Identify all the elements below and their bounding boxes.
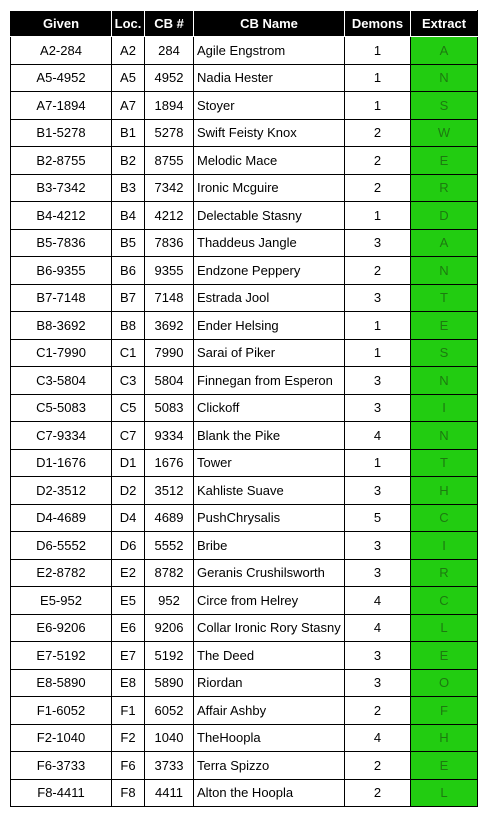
cell-extract[interactable]: T xyxy=(411,449,478,477)
cell-loc[interactable]: C5 xyxy=(112,394,145,422)
cell-demons[interactable]: 4 xyxy=(345,724,411,752)
cell-demons[interactable]: 1 xyxy=(345,92,411,120)
cell-demons[interactable]: 1 xyxy=(345,202,411,230)
cell-given[interactable]: C5-5083 xyxy=(11,394,112,422)
cell-cb-name[interactable]: The Deed xyxy=(194,642,345,670)
cell-cb-number[interactable]: 9355 xyxy=(145,257,194,285)
cell-cb-name[interactable]: Endzone Peppery xyxy=(194,257,345,285)
cell-given[interactable]: B1-5278 xyxy=(11,119,112,147)
cell-given[interactable]: F1-6052 xyxy=(11,697,112,725)
cell-cb-name[interactable]: Ender Helsing xyxy=(194,312,345,340)
cell-demons[interactable]: 3 xyxy=(345,284,411,312)
cell-extract[interactable]: E xyxy=(411,147,478,175)
cell-cb-name[interactable]: Stoyer xyxy=(194,92,345,120)
table-row xyxy=(11,312,478,340)
cell-cb-number[interactable]: 4952 xyxy=(145,64,194,92)
table-row xyxy=(11,697,478,725)
cell-loc[interactable]: A2 xyxy=(112,37,145,65)
header-row xyxy=(11,11,478,37)
cell-loc[interactable]: D1 xyxy=(112,449,145,477)
cell-loc[interactable]: F2 xyxy=(112,724,145,752)
cell-demons[interactable]: 1 xyxy=(345,339,411,367)
cell-cb-number[interactable]: 4411 xyxy=(145,779,194,807)
cell-extract[interactable]: I xyxy=(411,532,478,560)
cell-demons[interactable]: 3 xyxy=(345,669,411,697)
cell-cb-name[interactable]: Nadia Hester xyxy=(194,64,345,92)
cell-cb-number[interactable]: 5804 xyxy=(145,367,194,395)
table-row xyxy=(11,174,478,202)
cell-demons[interactable]: 3 xyxy=(345,229,411,257)
cell-loc[interactable]: E8 xyxy=(112,669,145,697)
table-row xyxy=(11,559,478,587)
cell-demons[interactable]: 4 xyxy=(345,614,411,642)
cell-cb-number[interactable]: 5192 xyxy=(145,642,194,670)
cell-loc[interactable]: B2 xyxy=(112,147,145,175)
cell-extract[interactable]: D xyxy=(411,202,478,230)
table-row xyxy=(11,449,478,477)
cell-cb-name[interactable]: Terra Spizzo xyxy=(194,752,345,780)
cell-extract[interactable]: L xyxy=(411,779,478,807)
cell-loc[interactable]: B1 xyxy=(112,119,145,147)
cell-cb-number[interactable]: 1676 xyxy=(145,449,194,477)
table-row xyxy=(11,477,478,505)
table-body xyxy=(11,37,478,807)
cell-given[interactable]: D2-3512 xyxy=(11,477,112,505)
cell-cb-name[interactable]: PushChrysalis xyxy=(194,504,345,532)
cell-cb-name[interactable]: Bribe xyxy=(194,532,345,560)
header-cb-number[interactable]: CB # xyxy=(145,11,194,37)
cell-cb-name[interactable]: Ironic Mcguire xyxy=(194,174,345,202)
cell-demons[interactable]: 3 xyxy=(345,642,411,670)
cell-given[interactable]: E6-9206 xyxy=(11,614,112,642)
cell-extract[interactable]: T xyxy=(411,284,478,312)
cell-cb-name[interactable]: Riordan xyxy=(194,669,345,697)
table-row xyxy=(11,422,478,450)
cell-extract[interactable]: H xyxy=(411,477,478,505)
cell-cb-number[interactable]: 5083 xyxy=(145,394,194,422)
cell-cb-number[interactable]: 952 xyxy=(145,587,194,615)
cell-extract[interactable]: A xyxy=(411,229,478,257)
cell-cb-number[interactable]: 7990 xyxy=(145,339,194,367)
cell-demons[interactable]: 3 xyxy=(345,394,411,422)
cell-cb-number[interactable]: 6052 xyxy=(145,697,194,725)
cell-loc[interactable]: D2 xyxy=(112,477,145,505)
cell-demons[interactable]: 3 xyxy=(345,367,411,395)
cell-cb-name[interactable]: Affair Ashby xyxy=(194,697,345,725)
table-row xyxy=(11,752,478,780)
cell-cb-number[interactable]: 8782 xyxy=(145,559,194,587)
cell-demons[interactable]: 1 xyxy=(345,449,411,477)
cell-cb-name[interactable]: Tower xyxy=(194,449,345,477)
cell-cb-number[interactable]: 3512 xyxy=(145,477,194,505)
cell-loc[interactable]: F6 xyxy=(112,752,145,780)
cell-extract[interactable]: O xyxy=(411,669,478,697)
cell-cb-name[interactable]: TheHoopla xyxy=(194,724,345,752)
cell-given[interactable]: B8-3692 xyxy=(11,312,112,340)
cell-loc[interactable]: B8 xyxy=(112,312,145,340)
cell-cb-number[interactable]: 4689 xyxy=(145,504,194,532)
header-given[interactable]: Given xyxy=(11,11,112,37)
cell-extract[interactable]: E xyxy=(411,642,478,670)
table-row xyxy=(11,92,478,120)
cell-loc[interactable]: A5 xyxy=(112,64,145,92)
table-row xyxy=(11,779,478,807)
cell-extract[interactable]: I xyxy=(411,394,478,422)
cell-cb-number[interactable]: 4212 xyxy=(145,202,194,230)
cell-demons[interactable]: 2 xyxy=(345,119,411,147)
cell-loc[interactable]: D6 xyxy=(112,532,145,560)
header-demons[interactable]: Demons xyxy=(345,11,411,37)
cell-given[interactable]: A5-4952 xyxy=(11,64,112,92)
cell-given[interactable]: A7-1894 xyxy=(11,92,112,120)
cell-cb-name[interactable]: Blank the Pike xyxy=(194,422,345,450)
cell-loc[interactable]: F1 xyxy=(112,697,145,725)
cell-demons[interactable]: 2 xyxy=(345,147,411,175)
table-row xyxy=(11,587,478,615)
cell-cb-name[interactable]: Estrada Jool xyxy=(194,284,345,312)
cell-demons[interactable]: 1 xyxy=(345,64,411,92)
header-loc[interactable]: Loc. xyxy=(112,11,145,37)
cell-extract[interactable]: W xyxy=(411,119,478,147)
cell-given[interactable]: C1-7990 xyxy=(11,339,112,367)
cell-extract[interactable]: R xyxy=(411,174,478,202)
cell-cb-name[interactable]: Geranis Crushilsworth xyxy=(194,559,345,587)
cell-extract[interactable]: C xyxy=(411,587,478,615)
cell-demons[interactable]: 1 xyxy=(345,312,411,340)
cell-cb-number[interactable]: 3692 xyxy=(145,312,194,340)
cell-extract[interactable]: E xyxy=(411,752,478,780)
cell-demons[interactable]: 4 xyxy=(345,587,411,615)
cell-given[interactable]: B7-7148 xyxy=(11,284,112,312)
cell-cb-number[interactable]: 5552 xyxy=(145,532,194,560)
cell-loc[interactable]: E2 xyxy=(112,559,145,587)
cell-loc[interactable]: A7 xyxy=(112,92,145,120)
table-row xyxy=(11,202,478,230)
cell-cb-number[interactable]: 1894 xyxy=(145,92,194,120)
cell-extract[interactable]: L xyxy=(411,614,478,642)
cell-demons[interactable]: 4 xyxy=(345,422,411,450)
table-row xyxy=(11,119,478,147)
cell-given[interactable]: D4-4689 xyxy=(11,504,112,532)
table-row xyxy=(11,284,478,312)
cell-cb-number[interactable]: 7148 xyxy=(145,284,194,312)
cell-demons[interactable]: 2 xyxy=(345,779,411,807)
table-row xyxy=(11,37,478,65)
table-row xyxy=(11,367,478,395)
cell-given[interactable]: B3-7342 xyxy=(11,174,112,202)
cell-given[interactable]: D1-1676 xyxy=(11,449,112,477)
cell-extract[interactable]: A xyxy=(411,37,478,65)
cell-loc[interactable]: C7 xyxy=(112,422,145,450)
cell-demons[interactable]: 2 xyxy=(345,697,411,725)
cell-cb-name[interactable]: Collar Ironic Rory Stasny xyxy=(194,614,345,642)
cell-loc[interactable]: B3 xyxy=(112,174,145,202)
table-row xyxy=(11,614,478,642)
cell-cb-number[interactable]: 7836 xyxy=(145,229,194,257)
cell-given[interactable]: E7-5192 xyxy=(11,642,112,670)
cell-cb-name[interactable]: Delectable Stasny xyxy=(194,202,345,230)
cell-extract[interactable]: C xyxy=(411,504,478,532)
cell-extract[interactable]: R xyxy=(411,559,478,587)
cell-given[interactable]: C3-5804 xyxy=(11,367,112,395)
table-row xyxy=(11,257,478,285)
cell-given[interactable]: B5-7836 xyxy=(11,229,112,257)
cell-loc[interactable]: F8 xyxy=(112,779,145,807)
cell-loc[interactable]: C3 xyxy=(112,367,145,395)
cell-loc[interactable]: B5 xyxy=(112,229,145,257)
cell-demons[interactable]: 2 xyxy=(345,257,411,285)
cell-demons[interactable]: 3 xyxy=(345,559,411,587)
cell-cb-name[interactable]: Finnegan from Esperon xyxy=(194,367,345,395)
table-header xyxy=(11,11,478,37)
cell-cb-name[interactable]: Melodic Mace xyxy=(194,147,345,175)
cell-cb-number[interactable]: 284 xyxy=(145,37,194,65)
cell-cb-number[interactable]: 8755 xyxy=(145,147,194,175)
cell-extract[interactable]: S xyxy=(411,339,478,367)
cell-demons[interactable]: 3 xyxy=(345,477,411,505)
cell-given[interactable]: A2-284 xyxy=(11,37,112,65)
cell-demons[interactable]: 5 xyxy=(345,504,411,532)
cell-loc[interactable]: E7 xyxy=(112,642,145,670)
cell-cb-name[interactable]: Kahliste Suave xyxy=(194,477,345,505)
cell-given[interactable]: F6-3733 xyxy=(11,752,112,780)
cell-demons[interactable]: 3 xyxy=(345,532,411,560)
cell-cb-number[interactable]: 9334 xyxy=(145,422,194,450)
cell-demons[interactable]: 2 xyxy=(345,752,411,780)
table-row xyxy=(11,504,478,532)
cell-cb-number[interactable]: 9206 xyxy=(145,614,194,642)
cell-extract[interactable]: N xyxy=(411,64,478,92)
cell-cb-number[interactable]: 7342 xyxy=(145,174,194,202)
cell-extract[interactable]: N xyxy=(411,422,478,450)
cell-cb-name[interactable]: Thaddeus Jangle xyxy=(194,229,345,257)
cell-cb-number[interactable]: 3733 xyxy=(145,752,194,780)
cell-extract[interactable]: N xyxy=(411,257,478,285)
cell-cb-name[interactable]: Sarai of Piker xyxy=(194,339,345,367)
table-row xyxy=(11,147,478,175)
cell-extract[interactable]: F xyxy=(411,697,478,725)
cell-cb-name[interactable]: Alton the Hoopla xyxy=(194,779,345,807)
table-row xyxy=(11,339,478,367)
cell-cb-number[interactable]: 5890 xyxy=(145,669,194,697)
cell-given[interactable]: B2-8755 xyxy=(11,147,112,175)
cell-loc[interactable]: D4 xyxy=(112,504,145,532)
cell-given[interactable]: F2-1040 xyxy=(11,724,112,752)
table-row xyxy=(11,724,478,752)
cell-loc[interactable]: B7 xyxy=(112,284,145,312)
cell-loc[interactable]: B4 xyxy=(112,202,145,230)
cell-given[interactable]: B4-4212 xyxy=(11,202,112,230)
cell-extract[interactable]: H xyxy=(411,724,478,752)
cell-given[interactable]: B6-9355 xyxy=(11,257,112,285)
cell-given[interactable]: F8-4411 xyxy=(11,779,112,807)
table-row xyxy=(11,394,478,422)
table-row xyxy=(11,532,478,560)
table-row xyxy=(11,229,478,257)
cell-cb-name[interactable]: Swift Feisty Knox xyxy=(194,119,345,147)
cell-cb-name[interactable]: Clickoff xyxy=(194,394,345,422)
cell-given[interactable]: C7-9334 xyxy=(11,422,112,450)
cell-extract[interactable]: E xyxy=(411,312,478,340)
cb-extract-table xyxy=(10,10,478,807)
cell-given[interactable]: E5-952 xyxy=(11,587,112,615)
cell-cb-name[interactable]: Agile Engstrom xyxy=(194,37,345,65)
cell-given[interactable]: E8-5890 xyxy=(11,669,112,697)
cell-given[interactable]: E2-8782 xyxy=(11,559,112,587)
cell-given[interactable]: D6-5552 xyxy=(11,532,112,560)
table-row xyxy=(11,64,478,92)
cell-loc[interactable]: E5 xyxy=(112,587,145,615)
cell-demons[interactable]: 2 xyxy=(345,174,411,202)
cell-extract[interactable]: S xyxy=(411,92,478,120)
cell-cb-number[interactable]: 1040 xyxy=(145,724,194,752)
header-cb-name[interactable]: CB Name xyxy=(194,11,345,37)
cell-loc[interactable]: B6 xyxy=(112,257,145,285)
table-row xyxy=(11,642,478,670)
cell-cb-name[interactable]: Circe from Helrey xyxy=(194,587,345,615)
cell-demons[interactable]: 1 xyxy=(345,37,411,65)
header-extract[interactable]: Extract xyxy=(411,11,478,37)
cell-loc[interactable]: C1 xyxy=(112,339,145,367)
cell-extract[interactable]: N xyxy=(411,367,478,395)
cell-loc[interactable]: E6 xyxy=(112,614,145,642)
cell-cb-number[interactable]: 5278 xyxy=(145,119,194,147)
table-row xyxy=(11,669,478,697)
